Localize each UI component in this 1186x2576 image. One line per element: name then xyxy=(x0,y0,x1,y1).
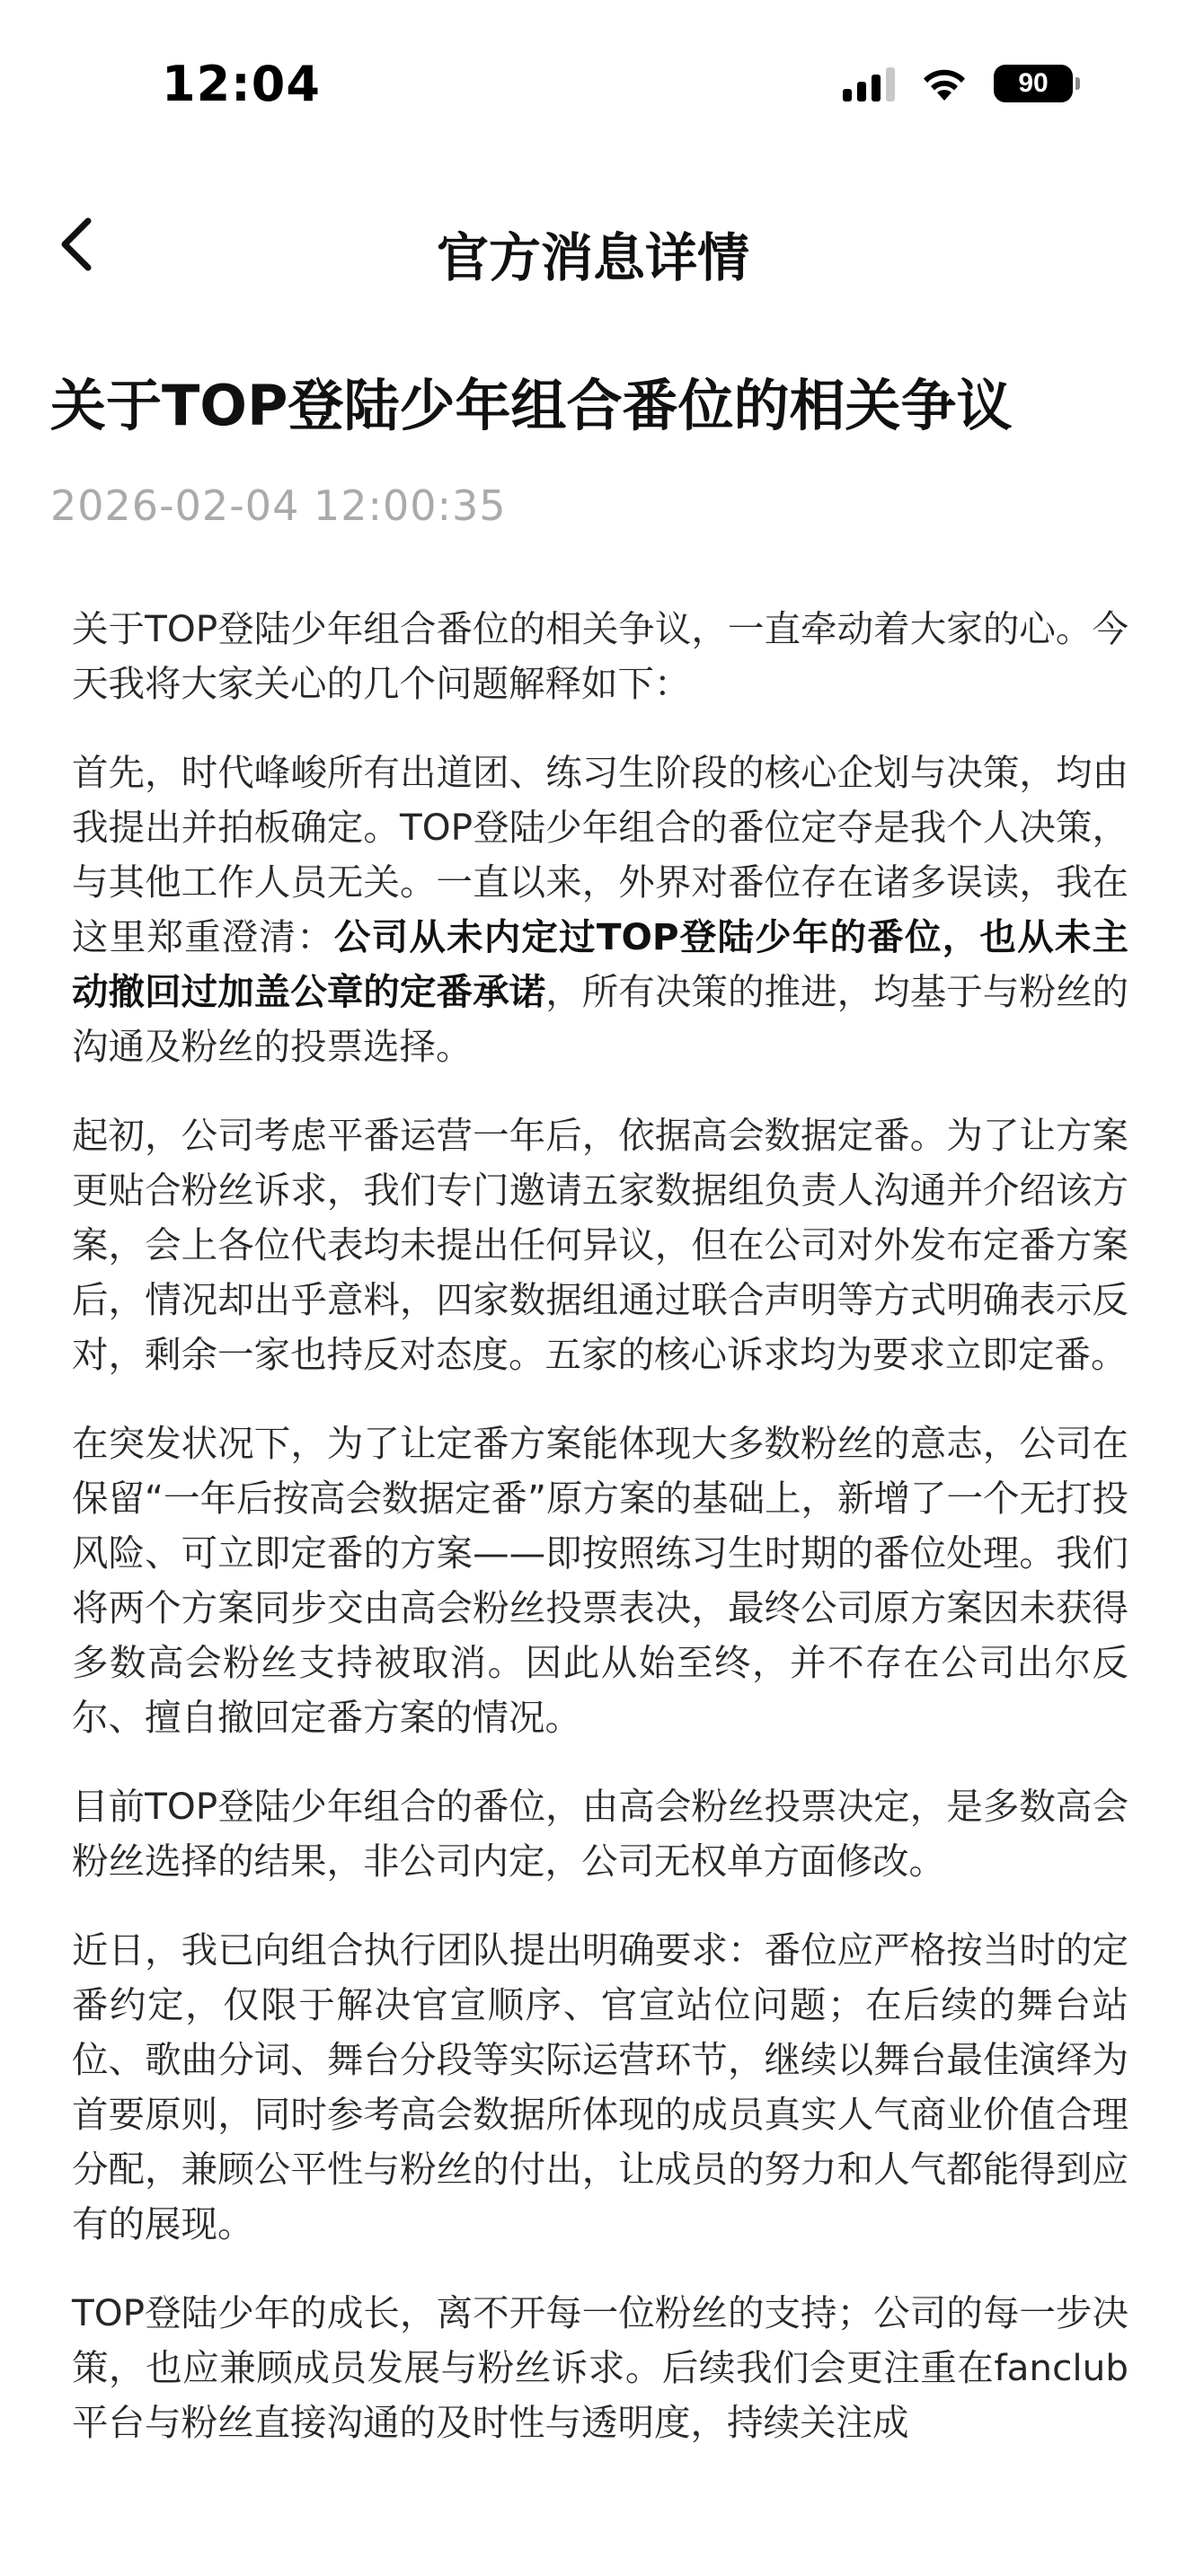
page-title: 官方消息详情 xyxy=(436,227,749,288)
article-paragraph: 关于TOP登陆少年组合番位的相关争议，一直牵动着大家的心。今天我将大家关心的几个问题解释如下： xyxy=(72,607,1128,705)
wifi-icon xyxy=(918,65,970,102)
article-body xyxy=(72,602,1128,2484)
signal-icon xyxy=(843,66,895,101)
status-time: 12:04 xyxy=(162,56,321,112)
article-timestamp: 2026-02-04 12:00:35 xyxy=(50,481,507,530)
article-paragraph: 目前TOP登陆少年组合的番位，由高会粉丝投票决定，是多数高会粉丝选择的结果，非公司内定，公司无权单方面修改。 xyxy=(72,1785,1128,1883)
status-icons xyxy=(843,65,1080,102)
article-paragraph xyxy=(72,745,1128,1074)
status-bar xyxy=(0,0,1186,171)
paragraph-text: 首先，时代峰峻所有出道团、练习生阶段的核心企划与决策，均由我提出并拍板确定。TOP登陆少年组合的番位定夺是我个人决策，与其他工作人员无关。一直以来，外界对番位存在诸多误读，我在这里郑重澄清： xyxy=(72,751,1128,958)
battery-icon xyxy=(994,65,1080,102)
paragraph-text: ，所有决策的推进，均基于与粉丝的沟通及粉丝的投票选择。 xyxy=(72,970,1129,1068)
battery-level: 90 xyxy=(994,65,1073,102)
article-paragraph: TOP登陆少年的成长，离不开每一位粉丝的支持；公司的每一步决策，也应兼顾成员发展与粉丝诉求。后续我们会更注重在fanclub平台与粉丝直接沟通的及时性与透明度，持续关注成 xyxy=(72,2291,1128,2444)
article-title: 关于TOP登陆少年组合番位的相关争议 xyxy=(50,373,1013,438)
bold-statement: 公司从未内定过TOP登陆少年的番位，也从未主动撤回过加盖公章的定番承诺 xyxy=(72,915,1128,1013)
nav-bar xyxy=(0,189,1186,296)
article-paragraph: 起初，公司考虑平番运营一年后，依据高会数据定番。为了让方案更贴合粉丝诉求，我们专门邀请五家数据组负责人沟通并介绍该方案，会上各位代表均未提出任何异议，但在公司对外发布定番方案后，情况却出乎意料，四家数据组通过联合声明等方式明确表示反对，剩余一家也持反对态度。五家的核心诉求均为要求立即定番。 xyxy=(72,1114,1128,1376)
article-paragraph: 在突发状况下，为了让定番方案能体现大多数粉丝的意志，公司在保留“一年后按高会数据定番”原方案的基础上，新增了一个无打投风险、可立即定番的方案——即按照练习生时期的番位处理。我们将两个方案同步交由高会粉丝投票表决，最终公司原方案因未获得多数高会粉丝支持被取消。因此从始至终，并不存在公司出尔反尔、擅自撤回定番方案的情况。 xyxy=(72,1422,1128,1739)
article-paragraph: 近日，我已向组合执行团队提出明确要求：番位应严格按当时的定番约定，仅限于解决官宣顺序、官宣站位问题；在后续的舞台站位、歌曲分词、舞台分段等实际运营环节，继续以舞台最佳演绎为首要原则，同时参考高会数据所体现的成员真实人气商业价值合理分配，兼顾公平性与粉丝的付出，让成员的努力和人气都能得到应有的展现。 xyxy=(72,1928,1128,2245)
